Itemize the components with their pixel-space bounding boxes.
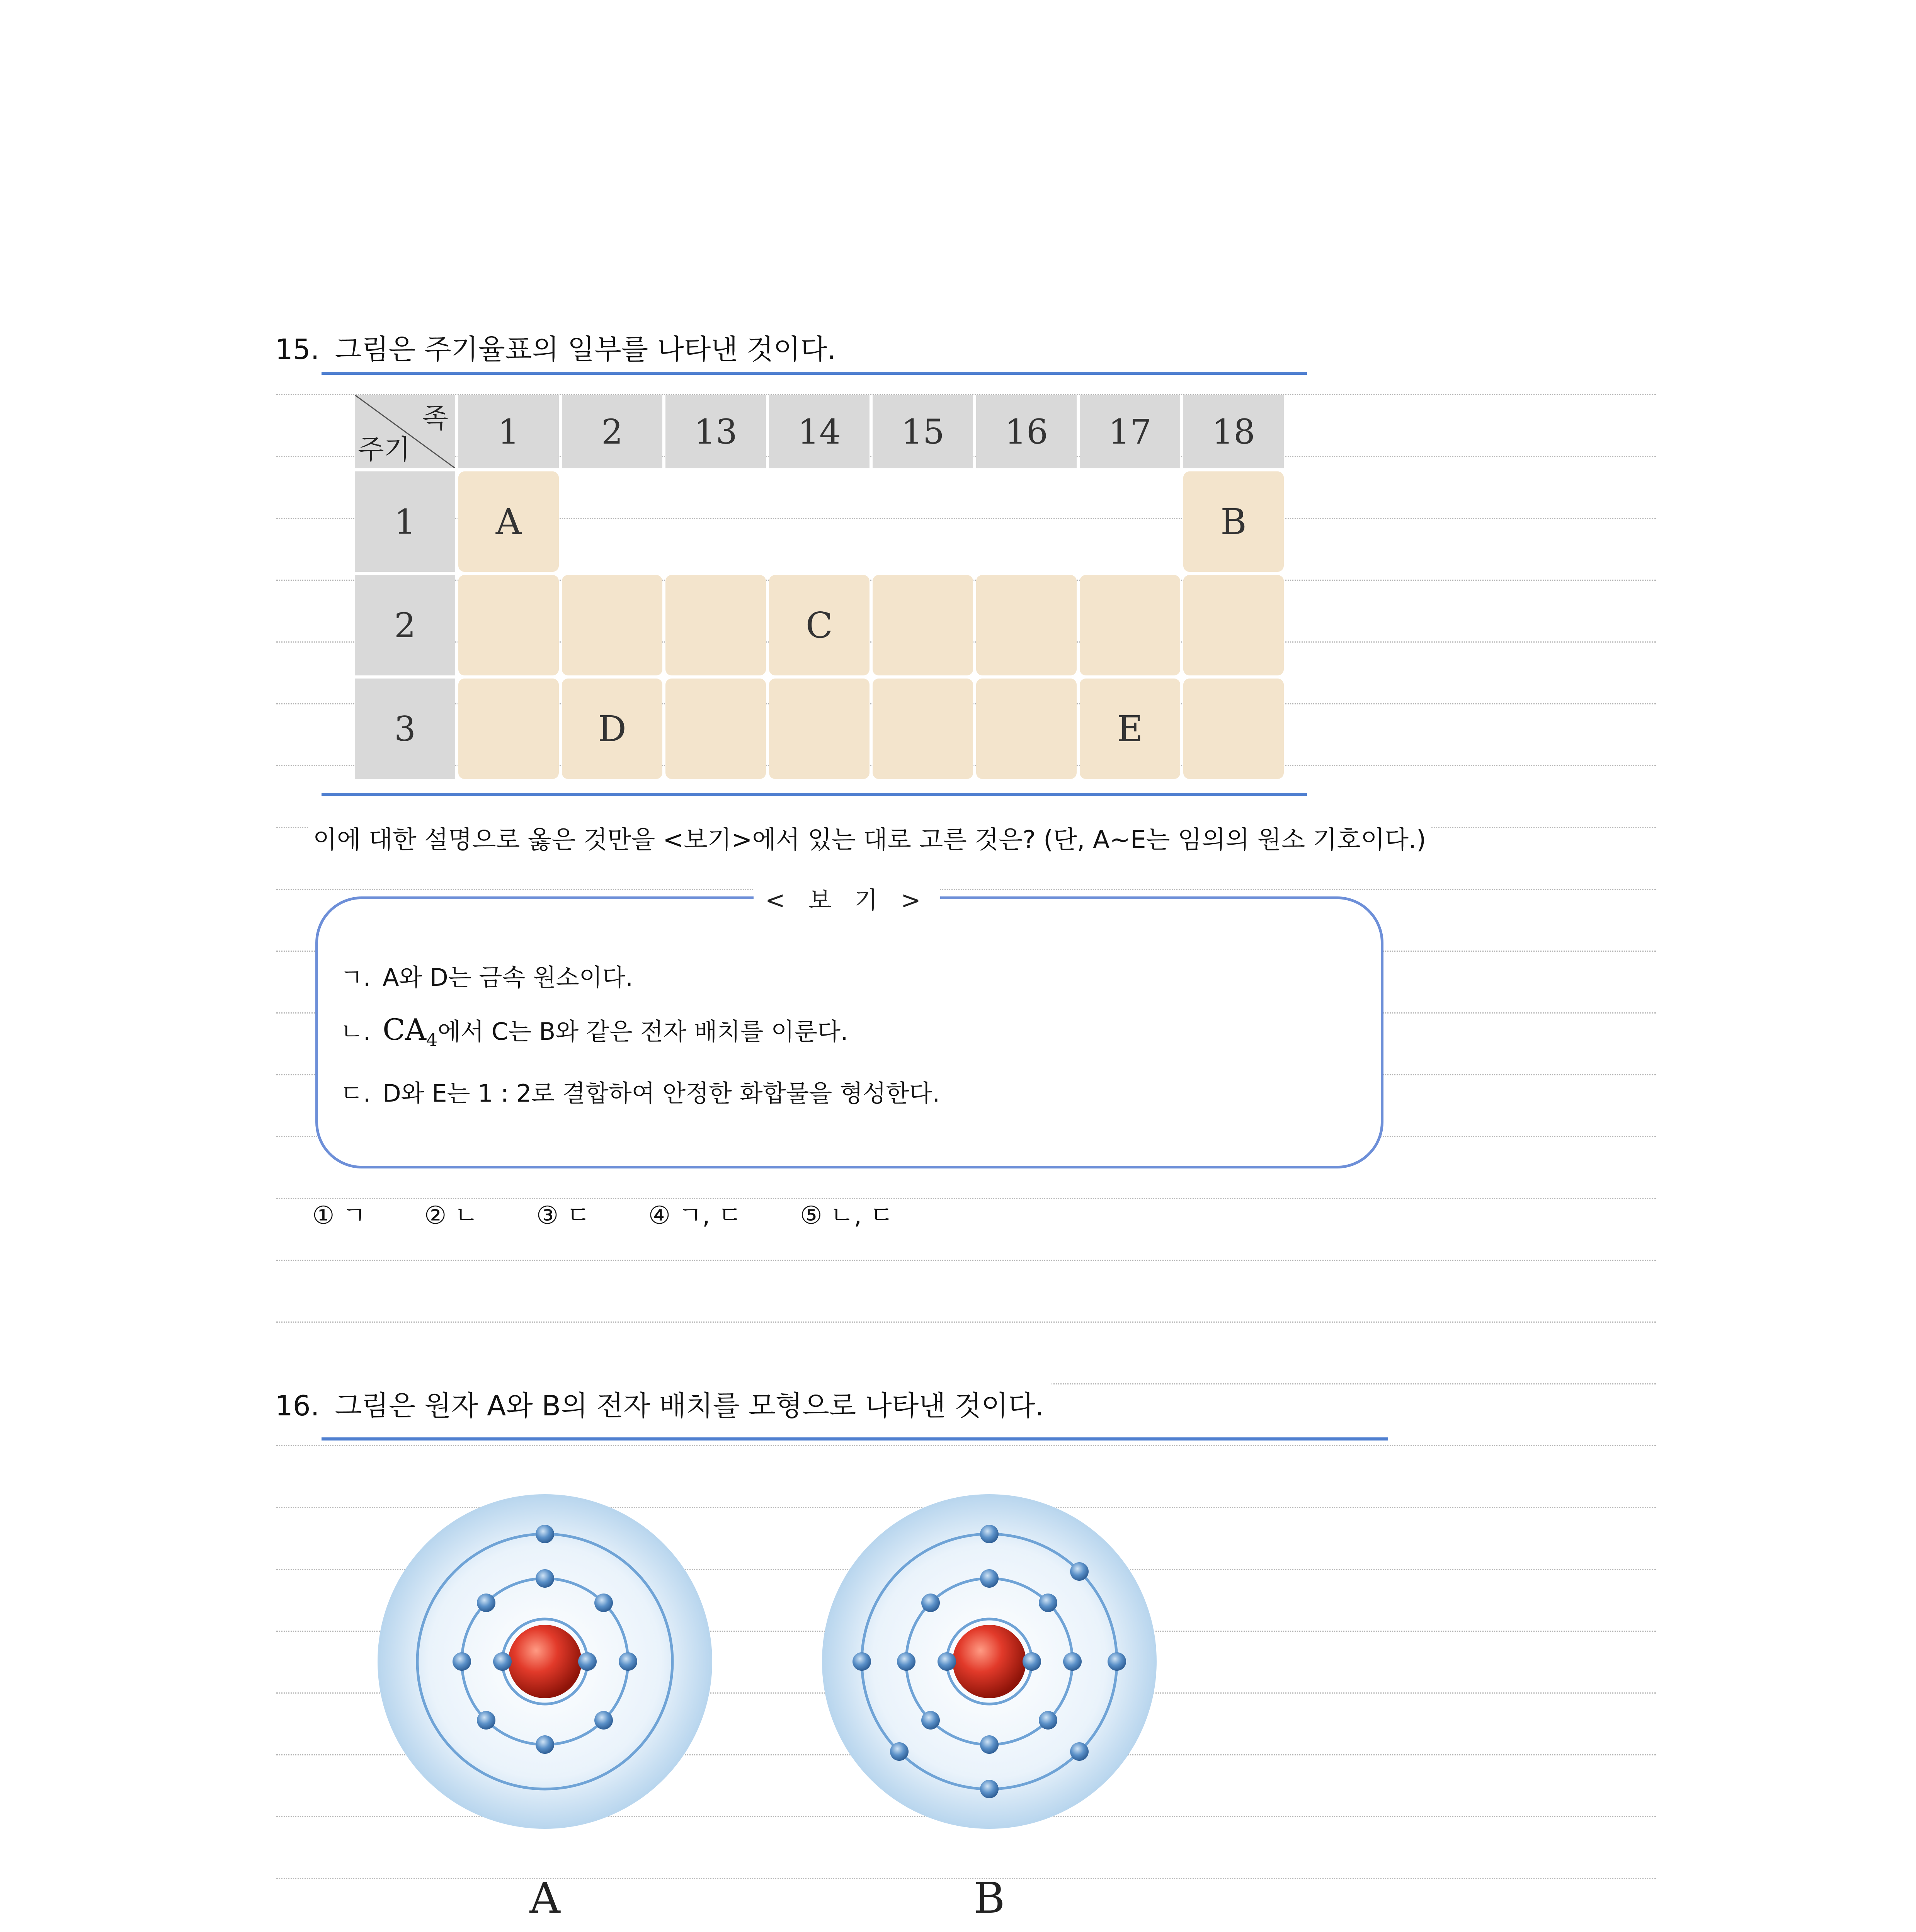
element-cell [1183,575,1284,675]
group-header: 18 [1183,395,1284,468]
group-header: 14 [769,395,870,468]
q16-title-rule [322,1437,1388,1440]
item-mark: ㄱ. [340,963,371,992]
corner-period-label: 주기 [358,434,410,465]
choice-2[interactable]: ② ㄴ [424,1201,478,1230]
element-cell [665,679,766,779]
q15-title-rule [322,372,1307,375]
item-text: A와 D는 금속 원소이다. [383,963,633,992]
choice-4[interactable]: ④ ㄱ, ㄷ [648,1201,742,1230]
q15-number: 15. [275,333,320,366]
atom-models-figure [332,1453,1383,1932]
group-header: 2 [562,395,662,468]
item-text: D와 E는 1 : 2로 결합하여 안정한 화합물을 형성한다. [383,1079,940,1107]
period-header: 2 [355,575,455,675]
element-cell [769,679,870,779]
item-text: 에서 C는 B와 같은 전자 배치를 이룬다. [437,1017,848,1046]
element-cell [873,575,973,675]
atom-b [823,1495,1155,1923]
q16-title-text: 그림은 원자 A와 B의 전자 배치를 모형으로 나타낸 것이다. [335,1389,1044,1422]
q15-title-text: 그림은 주기율표의 일부를 나타낸 것이다. [335,333,836,366]
q15-bogi-label: < 보 기 > [754,881,940,915]
period-header: 3 [355,679,455,779]
table-corner [355,395,455,468]
element-cell [665,575,766,675]
corner-group-label: 족 [422,402,448,434]
period-header: 1 [355,471,455,572]
element-cell [1080,575,1180,675]
formula-base: CA [383,1012,427,1047]
q15-item-2 [340,1012,848,1050]
item-mark: ㄷ. [340,1079,371,1107]
group-header: 13 [665,395,766,468]
element-cell-C: C [769,575,870,675]
choice-1[interactable]: ① ㄱ [312,1201,366,1230]
q15-title [275,327,844,367]
item-mark: ㄴ. [340,1017,371,1046]
choice-5[interactable]: ⑤ ㄴ, ㄷ [800,1201,894,1230]
element-cell [873,679,973,779]
element-cell [976,575,1077,675]
group-header: 15 [873,395,973,468]
atom-a-label: A [529,1873,560,1923]
element-cell [458,575,559,675]
atom-b-label: B [973,1873,1005,1923]
q16-title [275,1383,1052,1423]
element-cell [458,679,559,779]
atom-a [379,1495,711,1923]
element-cell-D: D [562,679,662,779]
formula-ca4 [383,1012,438,1051]
q15-choices [312,1196,944,1231]
group-header: 1 [458,395,559,468]
choice-3[interactable]: ③ ㄷ [536,1201,590,1230]
formula-subscript: 4 [426,1029,438,1051]
element-cell-B: B [1183,471,1284,572]
group-header: 16 [976,395,1077,468]
q15-item-3 [340,1074,940,1109]
element-cell [976,679,1077,779]
q15-item-1 [340,958,633,993]
element-cell [1183,679,1284,779]
q16-number: 16. [275,1389,320,1422]
q15-prompt: 이에 대한 설명으로 옳은 것만을 <보기>에서 있는 대로 고른 것은? (단, A~E는 임의의 원소 기호이다.) [309,820,1430,855]
element-cell-A: A [458,471,559,572]
element-cell-E: E [1080,679,1180,779]
element-cell [562,575,662,675]
periodic-table [355,395,1287,781]
group-header: 17 [1080,395,1180,468]
q15-table-rule [322,793,1307,796]
